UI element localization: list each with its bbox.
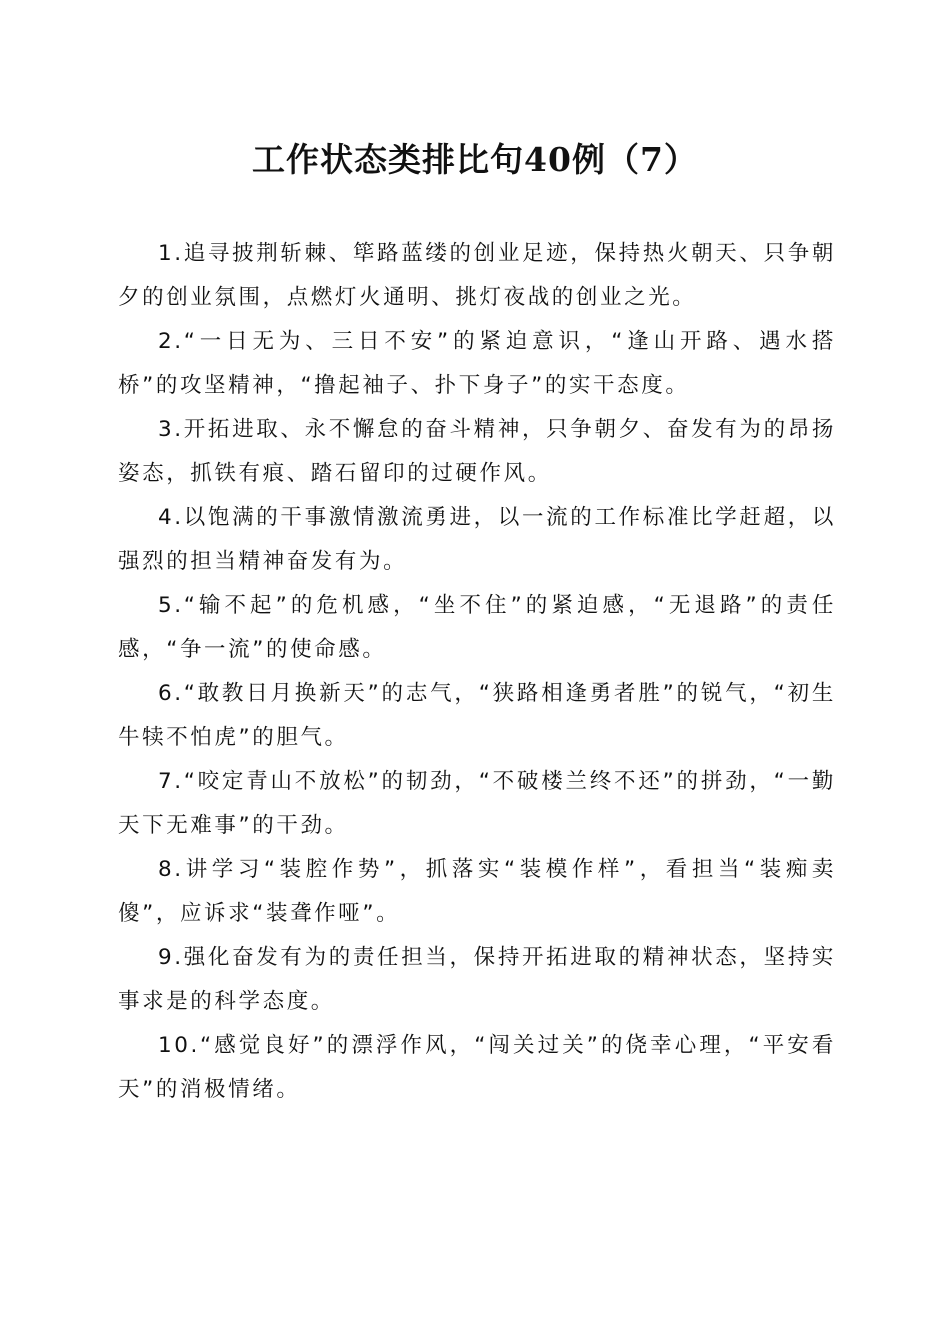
list-item: 2.“一日无为、三日不安”的紧迫意识，“逢山开路、遇水搭桥”的攻坚精神，“撸起袖子、扑下身子”的实干态度。: [118, 329, 836, 398]
list-item: 8.讲学习“装腔作势”，抓落实“装模作样”，看担当“装痴卖傻”，应诉求“装聋作哑”。: [118, 857, 836, 926]
list-item: 7.“咬定青山不放松”的韧劲，“不破楼兰终不还”的拼劲，“一勤天下无难事”的干劲。: [118, 769, 836, 838]
list-item: 6.“敢教日月换新天”的志气，“狭路相逢勇者胜”的锐气，“初生牛犊不怕虎”的胆气。: [118, 681, 836, 750]
list-item: 9.强化奋发有为的责任担当，保持开拓进取的精神状态，坚持实事求是的科学态度。: [118, 945, 836, 1014]
list-item: 1.追寻披荆斩棘、筚路蓝缕的创业足迹，保持热火朝天、只争朝夕的创业氛围，点燃灯火通明、挑灯夜战的创业之光。: [118, 241, 836, 310]
document-body: [118, 232, 836, 1112]
list-item: 4.以饱满的干事激情激流勇进，以一流的工作标准比学赶超，以强烈的担当精神奋发有为。: [118, 505, 836, 574]
list-item: 10.“感觉良好”的漂浮作风，“闯关过关”的侥幸心理，“平安看天”的消极情绪。: [118, 1033, 836, 1102]
list-item: 5.“输不起”的危机感，“坐不住”的紧迫感，“无退路”的责任感，“争一流”的使命感。: [118, 593, 836, 662]
document-title: 工作状态类排比句40例（7）: [252, 140, 698, 179]
list-item: 3.开拓进取、永不懈怠的奋斗精神，只争朝夕、奋发有为的昂扬姿态，抓铁有痕、踏石留印的过硬作风。: [118, 417, 836, 486]
